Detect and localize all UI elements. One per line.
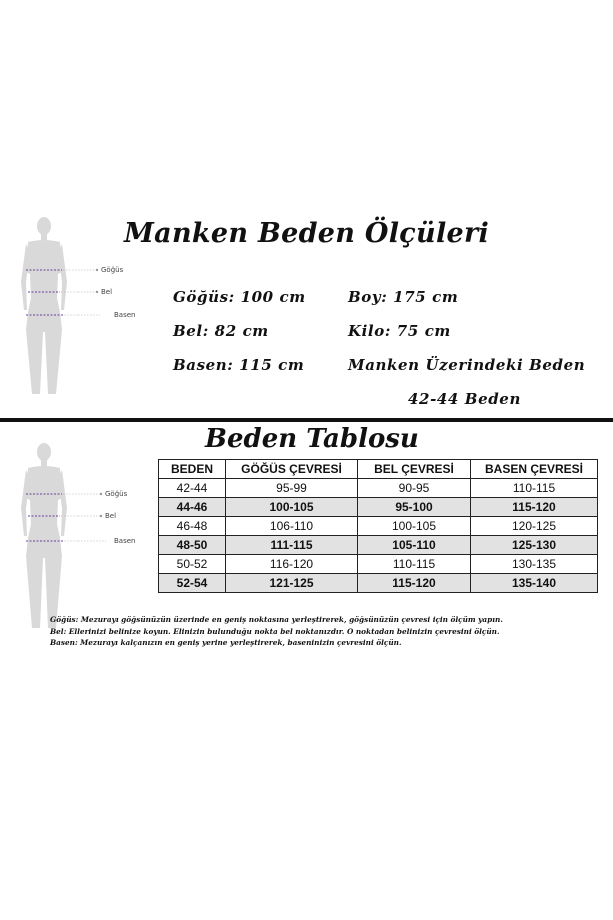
cell-bel: 100-105 (358, 517, 471, 536)
cell-gogus: 111-115 (226, 536, 358, 555)
cell-beden: 46-48 (159, 517, 226, 536)
cell-bel: 95-100 (358, 498, 471, 517)
header-basen: BASEN ÇEVRESİ (471, 460, 598, 479)
measurement-boy: Boy: 175 cm (348, 288, 459, 306)
cell-beden: 44-46 (159, 498, 226, 517)
cell-bel: 90-95 (358, 479, 471, 498)
section-divider (0, 418, 613, 422)
size-table-title: Beden Tablosu (205, 424, 419, 454)
mannequin-figure-top (18, 212, 78, 412)
measurement-instructions (50, 614, 610, 649)
cell-gogus: 121-125 (226, 574, 358, 593)
note-gogus: Göğüs: Mezurayı göğsünüzün üzerinde en geniş noktasına yerleştirerek, göğsünüzün çevresi için ölçüm yapın. (50, 615, 503, 624)
cell-basen: 135-140 (471, 574, 598, 593)
measurement-kilo: Kilo: 75 cm (348, 322, 451, 340)
table-row (159, 555, 598, 574)
cell-beden: 52-54 (159, 574, 226, 593)
header-gogus: GÖĞÜS ÇEVRESİ (226, 460, 358, 479)
mannequin-figure-bottom (18, 438, 78, 638)
cell-basen: 120-125 (471, 517, 598, 536)
measurement-gogus: Göğüs: 100 cm (173, 288, 306, 306)
cell-basen: 110-115 (471, 479, 598, 498)
cell-basen: 115-120 (471, 498, 598, 517)
cell-bel: 115-120 (358, 574, 471, 593)
measurement-manken-beden-label: Manken Üzerindeki Beden (348, 356, 586, 374)
size-table (158, 459, 598, 593)
cell-gogus: 100-105 (226, 498, 358, 517)
legend-basen-top: Basen (114, 311, 136, 319)
table-row (159, 498, 598, 517)
leader-lines-bottom (78, 490, 106, 549)
legend-gogus-bottom: Göğüs (105, 490, 128, 498)
legend-gogus-top: Göğüs (101, 266, 124, 274)
note-basen: Basen: Mezurayı kalçanızın en geniş yerine yerleştirerek, baseninizin çevresini ölçün. (50, 638, 402, 647)
legend-basen-bottom: Basen (114, 537, 136, 545)
page-title: Manken Beden Ölçüleri (124, 218, 490, 249)
table-header-row (159, 460, 598, 479)
note-bel: Bel: Ellerinizi belinize koyun. Elinizin bulunduğu nokta bel noktanızdır. O noktadan belinizin çevresini ölçün. (50, 626, 500, 636)
measurement-bel: Bel: 82 cm (173, 322, 269, 340)
cell-basen: 125-130 (471, 536, 598, 555)
leader-lines-top (78, 266, 100, 325)
legend-bel-bottom: Bel (105, 512, 117, 520)
cell-beden: 50-52 (159, 555, 226, 574)
header-bel: BEL ÇEVRESİ (358, 460, 471, 479)
measurement-manken-beden-value: 42-44 Beden (408, 390, 521, 408)
cell-gogus: 116-120 (226, 555, 358, 574)
table-row (159, 517, 598, 536)
table-row (159, 479, 598, 498)
legend-bel-top: Bel (101, 288, 113, 296)
table-row (159, 536, 598, 555)
cell-bel: 105-110 (358, 536, 471, 555)
table-row (159, 574, 598, 593)
cell-gogus: 106-110 (226, 517, 358, 536)
cell-beden: 42-44 (159, 479, 226, 498)
cell-basen: 130-135 (471, 555, 598, 574)
measurement-basen: Basen: 115 cm (173, 356, 305, 374)
cell-beden: 48-50 (159, 536, 226, 555)
header-beden: BEDEN (159, 460, 226, 479)
cell-gogus: 95-99 (226, 479, 358, 498)
cell-bel: 110-115 (358, 555, 471, 574)
